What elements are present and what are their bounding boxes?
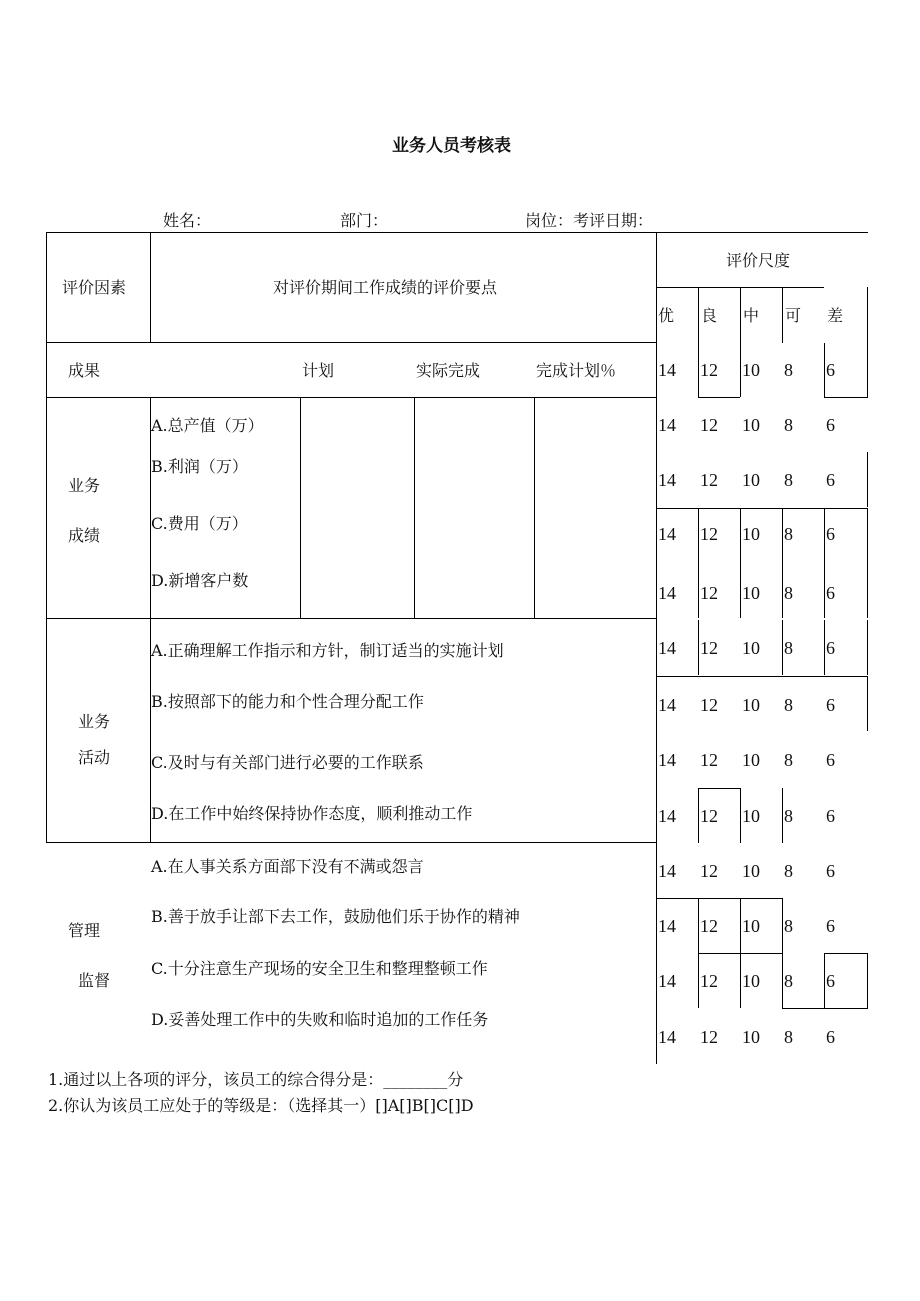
score-option[interactable]: 14: [658, 524, 676, 544]
score-option[interactable]: 12: [700, 916, 718, 936]
score-option[interactable]: 14: [658, 470, 676, 490]
section-name-line: 活动: [78, 748, 111, 767]
grid-line: [782, 788, 783, 843]
score-option[interactable]: 14: [658, 971, 676, 991]
scale-header: 评价尺度: [726, 251, 791, 270]
results-label: 成果: [68, 361, 101, 380]
item-text: D.在工作中始终保持协作态度，顺利推动工作: [151, 804, 473, 823]
score-option[interactable]: 12: [700, 360, 718, 380]
grid-line: [824, 953, 825, 1008]
score-option[interactable]: 8: [784, 583, 793, 603]
grid-line: [867, 343, 868, 397]
score-option[interactable]: 10: [742, 638, 760, 658]
score-option[interactable]: 8: [784, 360, 793, 380]
score-option[interactable]: 12: [700, 750, 718, 770]
item-text: B.善于放手让部下去工作，鼓励他们乐于协作的精神: [151, 907, 520, 926]
grid-line: [150, 232, 151, 343]
score-option[interactable]: 10: [742, 916, 760, 936]
grid-line: [698, 287, 699, 343]
score-option[interactable]: 14: [658, 583, 676, 603]
grid-line: [824, 397, 868, 398]
section-name-line: 业务: [78, 712, 111, 731]
grid-line: [740, 508, 741, 618]
score-option[interactable]: 8: [784, 750, 793, 770]
score-option[interactable]: 10: [742, 583, 760, 603]
score-option[interactable]: 8: [784, 916, 793, 936]
score-option[interactable]: 10: [742, 470, 760, 490]
name-label: 姓名：: [163, 211, 212, 230]
score-option[interactable]: 12: [700, 971, 718, 991]
score-option[interactable]: 10: [742, 971, 760, 991]
grid-line: [698, 898, 699, 953]
item-text: D.新增客户数: [151, 571, 249, 590]
score-option[interactable]: 6: [826, 916, 835, 936]
grid-line: [867, 452, 868, 507]
grid-line: [656, 232, 657, 1064]
grid-line: [46, 842, 656, 843]
grade-choice-question: 2.你认为该员工应处于的等级是：（选择其一）[]A[]B[]C[]D: [48, 1096, 474, 1115]
grid-line: [740, 788, 741, 843]
grade-good: 良: [701, 306, 718, 325]
section-name-line: 管理: [68, 921, 101, 940]
score-option[interactable]: 14: [658, 415, 676, 435]
grid-line: [824, 620, 825, 675]
grid-line: [698, 788, 699, 843]
section-name-line: 业务: [68, 476, 101, 495]
score-option[interactable]: 8: [784, 415, 793, 435]
grid-line: [656, 508, 868, 509]
score-option[interactable]: 6: [826, 360, 835, 380]
grid-line: [740, 287, 741, 343]
grid-line: [656, 676, 868, 677]
score-option[interactable]: 6: [826, 470, 835, 490]
grid-line: [46, 342, 656, 343]
score-option[interactable]: 6: [826, 806, 835, 826]
points-header: 对评价期间工作成绩的评价要点: [273, 278, 498, 297]
grid-line: [782, 953, 783, 1008]
grid-line: [740, 953, 741, 1008]
grid-line: [698, 953, 699, 1008]
grid-line: [656, 898, 782, 899]
grid-line: [782, 898, 783, 953]
grid-line: [867, 676, 868, 731]
factor-header: 评价因素: [62, 278, 127, 297]
score-option[interactable]: 6: [826, 638, 835, 658]
score-option[interactable]: 12: [700, 415, 718, 435]
score-option[interactable]: 10: [742, 415, 760, 435]
score-option[interactable]: 10: [742, 524, 760, 544]
grid-line: [867, 287, 868, 343]
grid-line: [46, 397, 656, 398]
score-option[interactable]: 6: [826, 971, 835, 991]
score-option[interactable]: 12: [700, 470, 718, 490]
score-option[interactable]: 14: [658, 861, 676, 881]
score-option[interactable]: 6: [826, 750, 835, 770]
score-option[interactable]: 12: [700, 583, 718, 603]
score-option[interactable]: 8: [784, 695, 793, 715]
grid-line: [782, 620, 783, 675]
item-text: A.总产值（万）: [151, 416, 264, 435]
grid-line: [698, 620, 699, 675]
score-option[interactable]: 8: [784, 861, 793, 881]
score-option[interactable]: 14: [658, 750, 676, 770]
grid-line: [867, 953, 868, 1008]
score-option[interactable]: 14: [658, 1027, 676, 1047]
grid-line: [698, 508, 699, 618]
section-name-line: 成绩: [68, 526, 101, 545]
item-text: D.妥善处理工作中的失败和临时追加的工作任务: [151, 1010, 489, 1029]
grade-excellent: 优: [658, 306, 675, 325]
score-option[interactable]: 14: [658, 916, 676, 936]
grid-line: [824, 343, 825, 397]
score-option[interactable]: 8: [784, 806, 793, 826]
score-option[interactable]: 8: [784, 524, 793, 544]
score-option[interactable]: 6: [826, 861, 835, 881]
score-option[interactable]: 10: [742, 750, 760, 770]
score-option[interactable]: 10: [742, 360, 760, 380]
item-text: C.十分注意生产现场的安全卫生和整理整顿工作: [151, 959, 488, 978]
score-option[interactable]: 14: [658, 695, 676, 715]
grid-line: [414, 397, 415, 619]
grade-poor: 差: [827, 306, 844, 325]
grade-fair: 可: [785, 306, 802, 325]
score-option[interactable]: 6: [826, 415, 835, 435]
score-option[interactable]: 8: [784, 971, 793, 991]
score-option[interactable]: 12: [700, 861, 718, 881]
grid-line: [740, 898, 741, 953]
item-text: C.费用（万）: [151, 514, 248, 533]
score-option[interactable]: 10: [742, 695, 760, 715]
section-name-line: 监督: [78, 971, 111, 990]
score-option[interactable]: 12: [700, 695, 718, 715]
grid-line: [698, 788, 740, 789]
dept-label: 部门：: [340, 211, 389, 230]
score-option[interactable]: 10: [742, 806, 760, 826]
grid-line: [867, 620, 868, 675]
score-option[interactable]: 12: [700, 638, 718, 658]
score-option[interactable]: 10: [742, 861, 760, 881]
actual-label: 实际完成: [416, 361, 481, 380]
score-option[interactable]: 14: [658, 638, 676, 658]
item-text: C.及时与有关部门进行必要的工作联系: [151, 753, 424, 772]
grid-line: [698, 397, 740, 398]
grid-line: [740, 343, 741, 397]
percent-label: 完成计划％: [536, 361, 617, 380]
score-option[interactable]: 12: [700, 806, 718, 826]
score-option[interactable]: 6: [826, 1027, 835, 1047]
grid-line: [782, 508, 783, 618]
grid-line: [698, 343, 699, 397]
score-option[interactable]: 8: [784, 470, 793, 490]
grid-line: [300, 397, 301, 619]
score-option[interactable]: 8: [784, 638, 793, 658]
grid-line: [782, 287, 783, 343]
grade-medium: 中: [743, 306, 760, 325]
score-option[interactable]: 12: [700, 524, 718, 544]
grid-line: [824, 953, 868, 954]
grid-line: [867, 508, 868, 618]
grid-line: [824, 508, 825, 618]
score-option[interactable]: 12: [700, 1027, 718, 1047]
page-title: 业务人员考核表: [392, 136, 511, 156]
item-text: B.按照部下的能力和个性合理分配工作: [151, 692, 424, 711]
plan-label: 计划: [302, 361, 335, 380]
score-option[interactable]: 14: [658, 360, 676, 380]
score-option[interactable]: 8: [784, 1027, 793, 1047]
total-score-question: 1.通过以上各项的评分，该员工的综合得分是：________分: [48, 1070, 464, 1089]
grid-line: [46, 232, 868, 233]
grid-line: [46, 618, 656, 619]
score-option[interactable]: 6: [826, 524, 835, 544]
grid-line: [782, 1008, 868, 1009]
item-text: B.利润（万）: [151, 457, 248, 476]
grid-line: [534, 397, 535, 619]
post-date-label: 岗位：考评日期：: [525, 211, 654, 230]
grid-line: [46, 232, 47, 843]
item-text: A.正确理解工作指示和方针，制订适当的实施计划: [151, 641, 504, 660]
score-option[interactable]: 14: [658, 806, 676, 826]
score-option[interactable]: 6: [826, 695, 835, 715]
item-text: A.在人事关系方面部下没有不满或怨言: [151, 857, 424, 876]
score-option[interactable]: 10: [742, 1027, 760, 1047]
score-option[interactable]: 6: [826, 583, 835, 603]
